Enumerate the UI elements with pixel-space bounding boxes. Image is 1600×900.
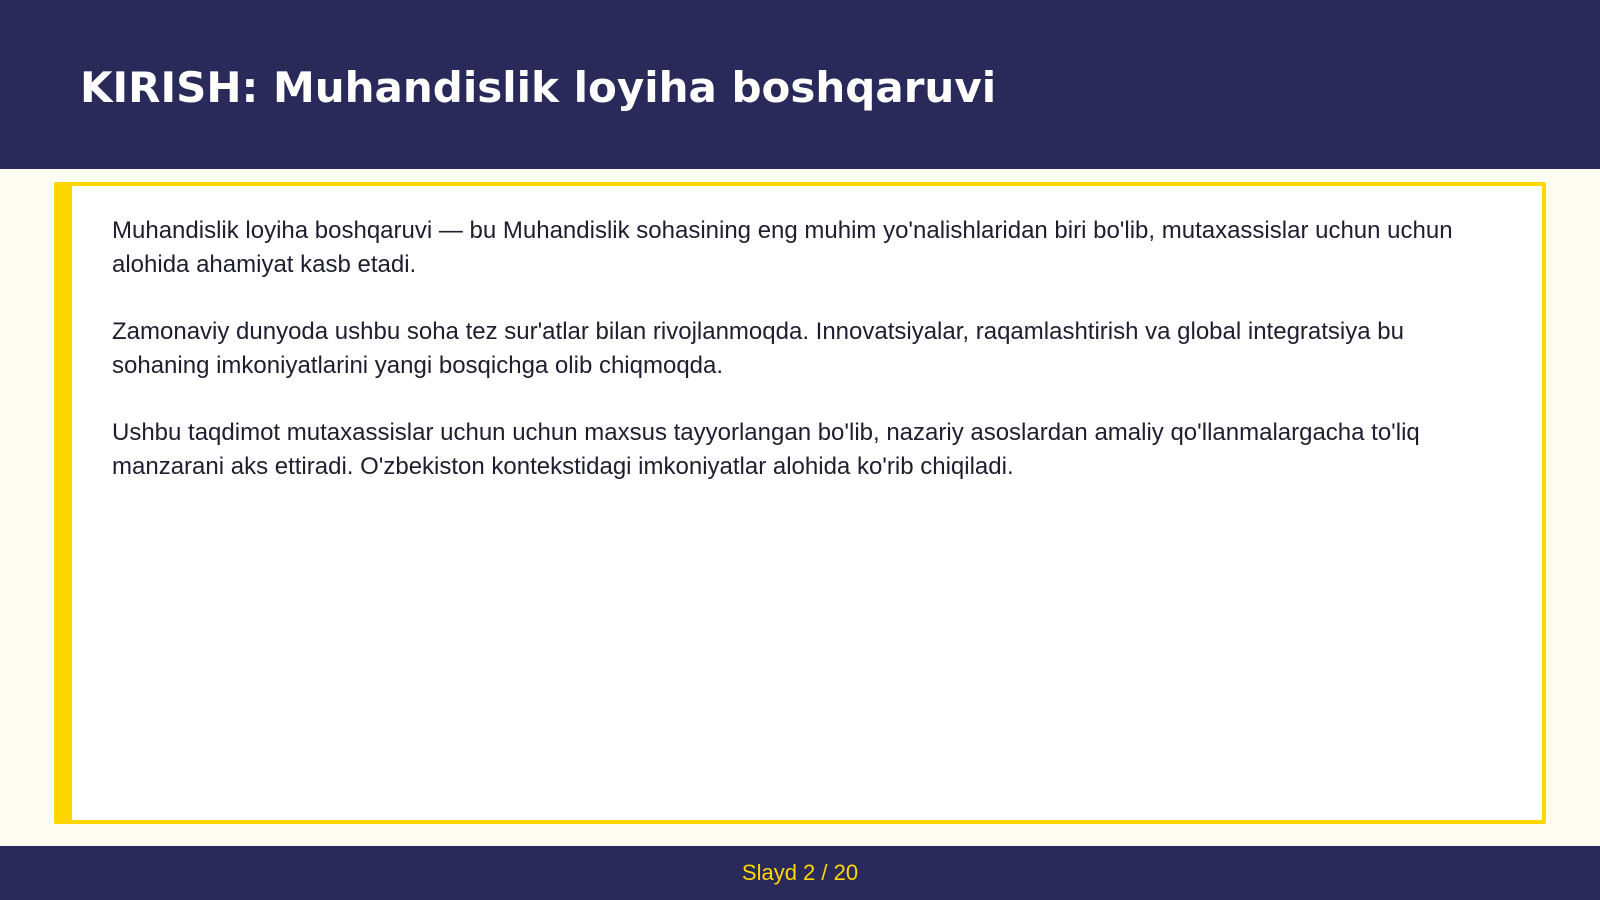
slide-header: [0, 0, 1600, 169]
paragraph-3: Ushbu taqdimot mutaxassislar uchun uchun maxsus tayyorlangan bo'lib, nazariy asoslardan amaliy qo'llanmalargacha to'liq manzarani aks ettiradi. O'zbekiston kontekstidagi imkoniyatlar alohida ko'rib chiqiladi.: [112, 419, 1420, 480]
paragraph-2: Zamonaviy dunyoda ushbu soha tez sur'atlar bilan rivojlanmoqda. Innovatsiyalar, raqamlashtirish va global integratsiya bu sohaning imkoniyatlarini yangi bosqichga olib chiqmoqda.: [112, 318, 1404, 379]
content-body: [112, 214, 1502, 517]
content-card: [54, 182, 1546, 824]
slide-number: Slayd 2 / 20: [741, 860, 859, 885]
slide-title: KIRISH: Muhandislik loyiha boshqaruvi: [80, 63, 997, 112]
slide-footer: [0, 846, 1600, 900]
paragraph-1: Muhandislik loyiha boshqaruvi — bu Muhandislik sohasining eng muhim yo'nalishlaridan biri bo'lib, mutaxassislar uchun uchun alohida ahamiyat kasb etadi.: [112, 217, 1453, 278]
